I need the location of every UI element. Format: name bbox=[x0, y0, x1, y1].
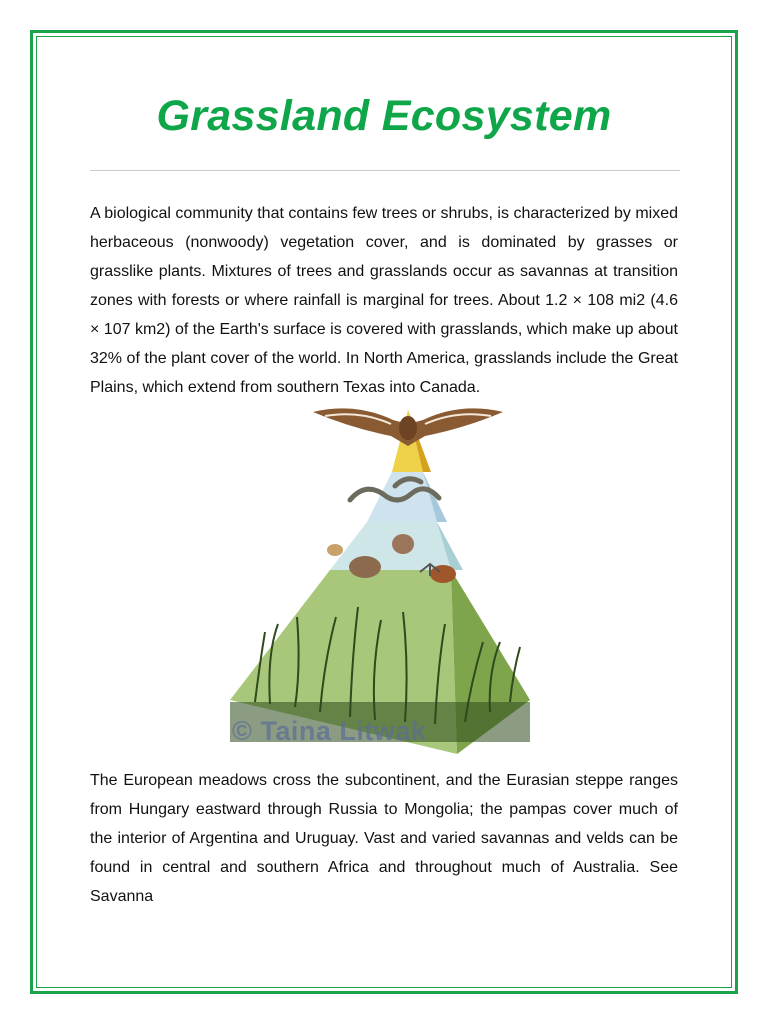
ecological-pyramid-illustration bbox=[225, 402, 535, 762]
title-divider bbox=[90, 170, 680, 171]
second-paragraph: The European meadows cross the subcontinent, and the Eurasian steppe ranges from Hungary eastward through Russia to Mongolia; the pampas cover much of the interior of Argentina and Uruguay. Vast and varied savannas and velds can be found in central and southern Africa and throughout much of Australia. See Savanna bbox=[90, 772, 678, 905]
intro-paragraph: A biological community that contains few trees or shrubs, is characterized by mixed herbaceous (nonwoody) vegetation cover, and is dominated by grasses or grasslike plants. Mixtures of trees and grasslands occur as savannas at transition zones with forests or where rainfall is marginal for trees. About 1.2 × 108 mi2 (4.6 × 107 km2) of the Earth's surface is covered with grasslands, which make up about 32% of the plant cover of the world. In North America, grasslands include the Great Plains, which extend from southern Texas into Canada. bbox=[90, 205, 678, 396]
image-watermark: © Taina Litwak bbox=[232, 716, 427, 746]
pyramid-svg bbox=[225, 402, 535, 762]
page-title: Grassland Ecosystem bbox=[156, 92, 612, 140]
animal-tier-front bbox=[330, 522, 451, 570]
